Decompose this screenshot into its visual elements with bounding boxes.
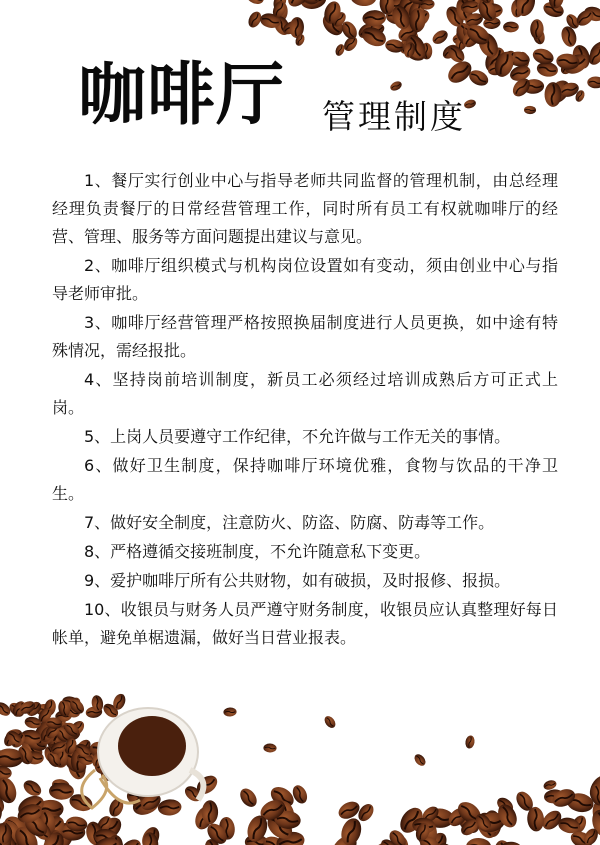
coffee-cup-image (82, 708, 204, 808)
rule-item-7: 7、做好安全制度，注意防火、防盗、防腐、防毒等工作。 (84, 513, 495, 532)
rule-item-9: 9、爱护咖啡厅所有公共财物，如有破损，及时报修、报损。 (84, 571, 511, 590)
page-subtitle: 管理制度 (322, 97, 466, 136)
rule-item-2: 2、咖啡厅组织模式与机构岗位设置如有变动，须由创业中心与指导老师审批。 (52, 256, 558, 303)
rule-item-10: 10、收银员与财务人员严遵守财务制度，收银员应认真整理好每日帐单，避免单椐遗漏，做好当日营业报表。 (52, 600, 558, 647)
rule-item-5: 5、上岗人员要遵守工作纪律，不允许做与工作无关的事情。 (84, 427, 511, 446)
rules-list (52, 167, 558, 653)
rule-item-8: 8、严格遵循交接班制度，不允许随意私下变更。 (84, 542, 431, 561)
bottom-bean-pile (0, 692, 600, 845)
rule-item-4: 4、坚持岗前培训制度，新员工必须经过培训成熟后方可正式上岗。 (52, 370, 558, 417)
rule-item-6: 6、做好卫生制度，保持咖啡厅环境优雅，食物与饮品的干净卫生。 (52, 456, 558, 503)
rule-item-3: 3、咖啡厅经营管理严格按照换届制度进行人员更换，如中途有特殊情况，需经报批。 (52, 313, 558, 360)
rule-item-1: 1、餐厅实行创业中心与指导老师共同监督的管理机制，由总经理经理负责餐厅的日常经营管理工作，同时所有员工有权就咖啡厅的经营、管理、服务等方面问题提出建议与意见。 (52, 171, 558, 246)
page-title: 咖啡厅 (78, 56, 286, 135)
